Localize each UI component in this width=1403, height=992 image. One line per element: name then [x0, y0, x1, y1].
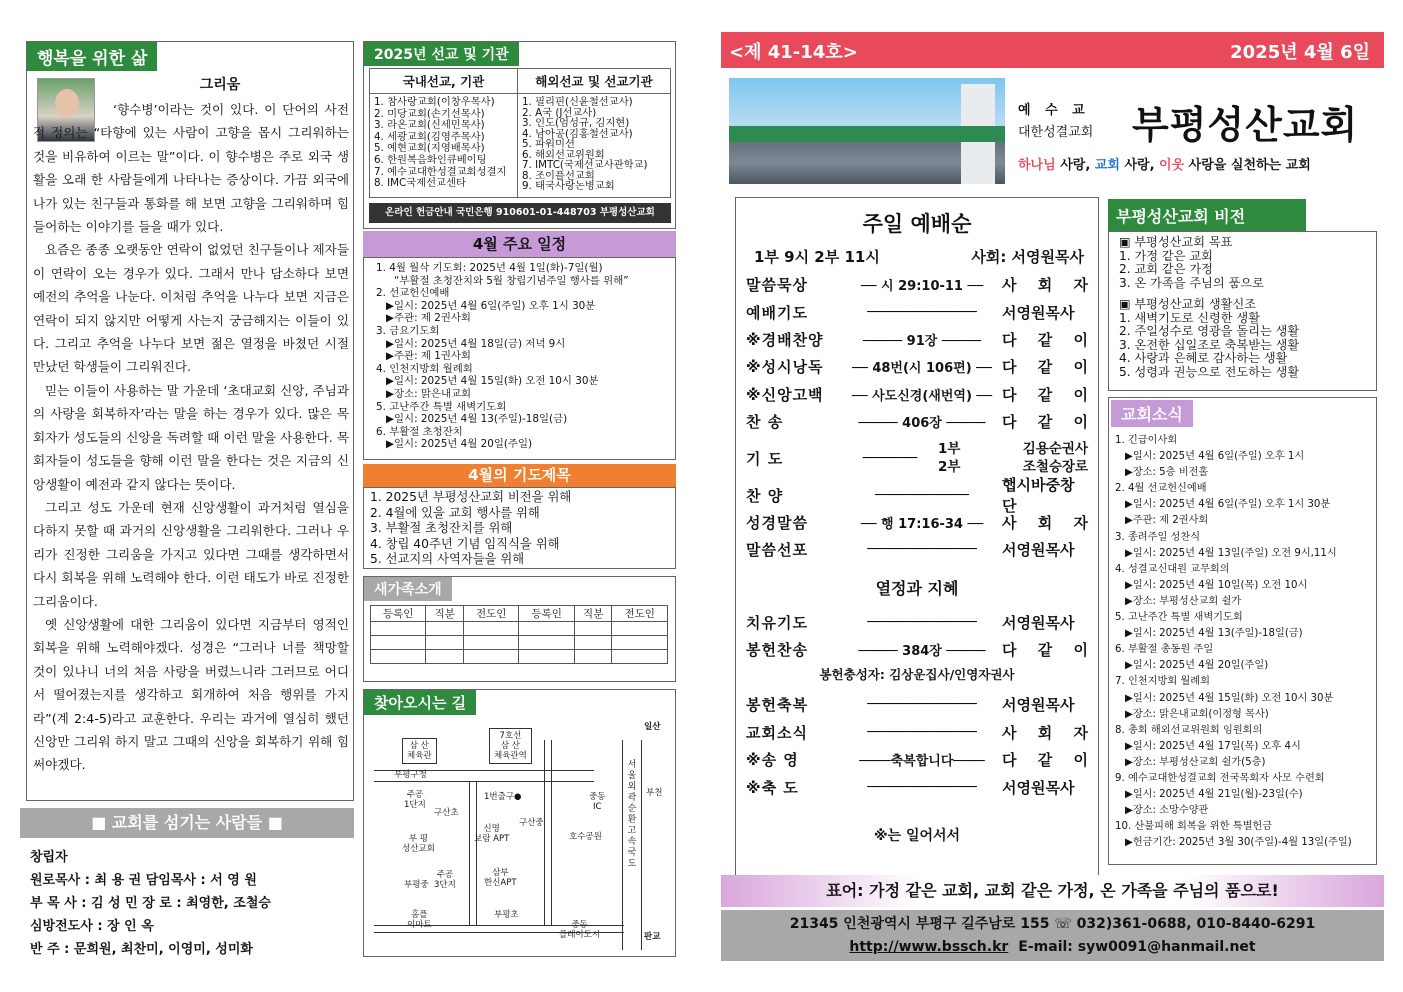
worship-host: 사회: 서영원목사 — [971, 248, 1084, 266]
worship-order-row — [746, 509, 1088, 536]
vision-goal-title-label: 부평성산교회 목표 — [1134, 235, 1233, 249]
worship-order-leader: 서영원목사 — [1002, 696, 1075, 715]
worship-order-row — [746, 381, 1088, 408]
servers-header: ■ 교회를 섬기는 사람들 ■ — [20, 808, 354, 838]
worship-order-row — [746, 326, 1088, 353]
essay-paragraph: 요즘은 종종 오랫동안 연락이 없었던 친구들이나 제자들이 연락이 오는 경우가 있다. 그래서 만나 담소하다 보면 예전의 추억을 나눈다. 이처럼 추억을 나누다 보면 지금은 연락이 되지 않지만 어떻게 사는지 궁금해지는 이들이 있다. 그리고 추억을 나누다 보면 젊은 열정을 바쳤던 시절 만났던 학생들이 그리워진다. — [33, 242, 349, 375]
worship-order-row — [746, 271, 1088, 298]
worship-order-label: 성경말씀 — [746, 513, 808, 532]
overseas-item: 1. 필리핀(신윤철선교사) — [522, 96, 633, 108]
map-label: 신명 보람 APT — [474, 824, 510, 844]
motto-bar: 표어: 가정 같은 교회, 교회 같은 가정, 온 가족을 주님의 품으로! — [721, 875, 1384, 907]
worship-order-label: ※송 영 — [746, 751, 799, 770]
worship-order-detail: ─────── — [862, 450, 918, 466]
family-col: 전도인 — [612, 606, 668, 622]
worship-order-label: 봉헌찬송 — [746, 641, 808, 660]
prayer-item: 2. 4월에 있을 교회 행사를 위해 — [370, 505, 540, 520]
overseas-item: 6. 해외선교위원회 — [522, 148, 605, 161]
news-tag: 교회소식 — [1111, 400, 1193, 427]
news-line: ▶일시: 2025년 4월 6일(주일) 오후 1시 30분 — [1125, 499, 1331, 511]
essay-paragraph: 옛 신앙생활에 대한 그리움이 있다면 지금부터 영적인 회복을 위해 노력해야겠다. 성경은 “그러나 너를 책망할 것이 있나니 너의 처음 사랑을 버렸느니라 그러므로 어디서 떨어졌는지를 생각하고 회개하여 처음 행위를 가지라”(계 2:4-5)라고 교훈한다. 우리는 과거에 열심히 했던 신앙만 그리워 하지 말고 그때의 신앙을 회복하기 위해 힘써야겠다. — [33, 616, 349, 773]
essay-box — [26, 41, 354, 801]
domestic-item: 6. 한원복음화인큐베이팅 — [374, 153, 487, 166]
essay-body — [33, 98, 349, 777]
domestic-item: 8. IMC국제선교센타 — [374, 177, 466, 190]
worship-order-leader: 서영원목사 — [1002, 541, 1075, 560]
worship-order-leader: 1부 김용순권사 2부 조철승장로 — [938, 441, 1088, 476]
vision-goal: 1. 가정 같은 교회 — [1119, 248, 1213, 263]
worship-order-leader: 햅시바중창단 — [1002, 476, 1075, 516]
worship-order-detail: ───── 91장 ───── — [863, 333, 981, 349]
domestic-item: 5. 예현교회(지영배목사) — [374, 142, 485, 155]
news-line: ▶일시: 2025년 4월 10일(목) 오전 10시 — [1125, 579, 1308, 591]
overseas-item: 7. IMTC(국제선교사관학교) — [522, 159, 648, 171]
worship-order-row — [746, 536, 1088, 563]
news-line: ▶장소: 맑은내교회(이정형 목사) — [1125, 708, 1269, 720]
schedule-line: 2. 선교헌신예배 — [376, 287, 450, 300]
family-tag: 새가족소개 — [364, 577, 452, 601]
vision-creed: 4. 사랑과 은혜로 감사하는 생활 — [1119, 351, 1288, 365]
news-line: 2. 4월 선교헌신예배 — [1115, 483, 1207, 495]
news-line: ▶헌금기간: 2025년 3월 30(주일)-4월 13일(주일) — [1125, 837, 1352, 849]
worship-order-detail: ────────────── — [867, 724, 977, 740]
schedule-line: ▶주관: 제 1권사회 — [386, 350, 471, 363]
map-label: 구산초 — [434, 808, 459, 818]
map-box — [363, 689, 676, 957]
worship-order-label: 예배기도 — [746, 303, 808, 322]
vision-goal-title: ▣ 부평성산교회 목표 — [1119, 235, 1233, 249]
schedule-line: ▶장소: 맑은내교회 — [386, 387, 472, 400]
worship-order-detail: ────────────── — [867, 542, 977, 558]
vision-box — [1108, 231, 1377, 391]
servers-line: 반 주 : 문희원, 최찬미, 이영미, 성미화 — [30, 942, 253, 957]
worship-order-leader: 서영원목사 — [1002, 778, 1075, 797]
vision-goal: 3. 온 가족을 주님의 품으로 — [1119, 275, 1264, 290]
vision-creed: 5. 성령과 권능으로 전도하는 생활 — [1119, 364, 1300, 379]
map-label: 중동 IC — [589, 792, 606, 812]
prayer-header: 4월의 기도제목 — [363, 464, 676, 487]
worship-times: 1부 9시 2부 11시 — [754, 248, 880, 266]
map-label: 부천 — [646, 788, 663, 798]
schedule-header: 4월 주요 일정 — [363, 231, 676, 257]
schedule-line: ▶일시: 2025년 4월 6일(주일) 오후 1시 30분 — [386, 299, 596, 312]
overseas-header: 해외선교 및 선교기관 — [518, 69, 670, 94]
family-col: 전도인 — [464, 606, 519, 622]
church-photo — [729, 78, 1005, 184]
domestic-item: 3. 라온교회(신세민목사) — [374, 119, 485, 132]
schedule-line: “부활절 초청잔치와 5월 창립기념주일 행사를 위해” — [394, 274, 629, 287]
map-label: 서울외곽순환고속국도 — [627, 760, 637, 869]
news-line: ▶일시: 2025년 4월 13(주일)-18일(금) — [1125, 628, 1303, 640]
worship-order-row — [746, 408, 1088, 435]
slogan-part: 이웃 — [1159, 158, 1185, 173]
news-line: ▶일시: 2025년 4월 20일(주일) — [1125, 660, 1269, 672]
prayer-item: 1. 2025년 부평성산교회 비전을 위해 — [370, 490, 572, 504]
worship-order-label: 찬 송 — [746, 413, 784, 432]
standing-note: ※는 일어서서 — [873, 827, 961, 844]
worship-order-label: ※성시낭독 — [746, 358, 824, 377]
overseas-item: 3. 인도(엄성규, 김지현) — [522, 117, 630, 129]
worship-order-detail: ── 사도신경(새번역) ── — [851, 388, 993, 404]
map-label: 부평초 — [494, 910, 519, 920]
schedule-line: 1. 4월 월삭 기도회: 2025년 4월 1일(화)-7일(월) — [376, 262, 603, 274]
worship-order-leader: 서영원목사 — [1002, 303, 1075, 322]
schedule-box — [363, 257, 676, 460]
map-tag: 찾아오시는 길 — [364, 690, 476, 715]
map-label: 주공 1단지 — [404, 790, 426, 810]
worship-order-row — [746, 719, 1088, 746]
schedule-line: 4. 인천지방회 월례회 — [376, 362, 473, 375]
website-link[interactable]: http://www.bssch.kr — [849, 939, 1009, 955]
news-line: 1. 긴급이사회 — [1115, 435, 1178, 446]
domestic-header: 국내선교, 기관 — [370, 69, 517, 94]
worship-order-detail: ── 48번(시 106편) ── — [852, 361, 992, 377]
worship-order-label: ※경배찬양 — [746, 330, 824, 349]
servers-list — [30, 846, 360, 961]
news-box — [1108, 397, 1377, 865]
news-line: ▶일시: 2025년 4월 13일(주일) 오전 9시,11시 — [1125, 547, 1337, 559]
map-label: 구산중 — [519, 818, 544, 828]
servers-line: 심방전도사 : 장 인 옥 — [30, 919, 154, 934]
worship-order-detail: ──────────── — [875, 487, 969, 503]
essay-paragraph: ‘향수병’이라는 것이 있다. 이 단어의 사전적 정의는 “타향에 있는 사람이 고향을 몹시 그리워하는 것을 비유하여 이르는 말”이다. 이 향수병은 주로 외국 생활을 오래 한 사람들에게 나타나는 증상이다. 가끔 외국에 나가 있는 친구들과 통화를 해 보면 고향을 그리워하며 힘들어하는 이야기를 들을 때가 있다. — [33, 102, 349, 235]
offering-account: 온라인 헌금안내 국민은행 910601-01-448703 부평성산교회 — [369, 203, 671, 223]
footer-bar — [721, 910, 1384, 961]
vision-tag: 부평성산교회 비전 — [1108, 199, 1306, 231]
worship-order-detail: ───── 406장 ───── — [858, 416, 986, 432]
domestic-item: 1. 참사랑교회(이창우목사) — [374, 96, 495, 108]
schedule-line: ▶주관: 제 2권사회 — [386, 312, 471, 325]
worship-order-label: 말씀묵상 — [746, 276, 808, 295]
worship-order-row — [746, 298, 1088, 325]
family-col: 직분 — [574, 606, 612, 622]
church-slogan — [1018, 154, 1311, 173]
news-line: ▶일시: 2025년 4월 15일(화) 오전 10시 30분 — [1125, 692, 1334, 704]
schedule-line: 3. 금요기도회 — [376, 324, 440, 337]
worship-order-row — [746, 609, 1088, 636]
family-box — [363, 576, 676, 682]
worship-order-row — [746, 773, 1088, 800]
worship-order-row — [746, 476, 1088, 516]
prayer-box — [363, 487, 676, 569]
worship-order-leader: 다 같 이 — [1002, 413, 1088, 432]
domestic-item: 4. 세광교회(김영주목사) — [374, 130, 485, 143]
essay-title: 그리움 — [199, 77, 241, 93]
vision-creed: 1. 새벽기도로 신령한 생활 — [1119, 310, 1260, 325]
worship-order-leader: 다 같 이 — [1002, 751, 1088, 770]
worship-order-leader: 다 같 이 — [1002, 358, 1088, 377]
church-name: 부평성산교회 — [1132, 103, 1359, 147]
slogan-part: 사랑을 실천하는 교회 — [1184, 158, 1311, 173]
news-line: ▶주관: 제 2권사회 — [1125, 515, 1209, 527]
news-line: 9. 예수교대한성결교회 전국목회자 사모 수련회 — [1115, 772, 1325, 784]
news-line: 8. 총회 해외선교위원회 임원회의 — [1115, 724, 1263, 736]
worship-order-row — [746, 746, 1088, 773]
worship-order-label: ※축 도 — [746, 778, 799, 797]
overseas-item: 4. 남아공(김홍철선교사) — [522, 127, 633, 140]
vision-creed: 3. 온전한 십일조로 축복받는 생활 — [1119, 337, 1300, 352]
map-label: 삼 산 체육관 — [402, 738, 437, 764]
slogan-part: 교회 — [1094, 158, 1120, 173]
news-line: 5. 고난주간 특별 새벽기도회 — [1115, 612, 1243, 624]
essay-paragraph: 그리고 성도 가운데 현재 신앙생활이 과거처럼 열심을 다하지 못할 때 과거의 신앙생활을 그리워한다. 그러나 우리가 진정한 그리움을 가지고 있다면 그때를 생각하면서 다시 회복을 위해 노력해야 한다. 이런 태도가 바로 진정한 그리움이다. — [33, 499, 349, 609]
issue-banner — [721, 32, 1384, 68]
news-line: ▶장소: 부평성산교회 쉴가(5층) — [1125, 756, 1266, 768]
worship-order-label: 교회소식 — [746, 723, 808, 742]
domestic-item: 7. 예수교대한성결교회성결지 — [374, 165, 507, 178]
domestic-item: 2. 미당교회(손기선목사) — [374, 107, 485, 120]
slogan-part: 사랑, — [1119, 158, 1160, 173]
essay-paragraph: 믿는 이들이 사용하는 말 가운데 ‘초대교회 신앙, 주님과의 사랑을 회복하자’라는 말을 하는 경우가 있다. 많은 목회자가 성도들의 신앙을 독려할 때 이런 말을 사용한다. 목회자들이 성도들을 향해 이런 말을 한다는 것은 지금의 신앙생활이 예전과 같지 않다는 뜻이다. — [33, 382, 349, 492]
prayer-item: 3. 부활절 초청잔치를 위해 — [370, 521, 513, 536]
worship-order-detail: ────축복합니다──── — [859, 754, 985, 770]
worship-order-detail: ────────────── — [867, 614, 977, 630]
family-table — [370, 605, 668, 664]
vision-creed-title-label: 부평성산교회 생활신조 — [1134, 297, 1256, 311]
worship-order-detail: ── 시 29:10-11 ── — [860, 279, 984, 295]
slogan-part: 사랑, — [1055, 158, 1095, 173]
worship-order-leader: 사 회 자 — [1002, 276, 1088, 295]
vision-goal: 2. 교회 같은 가정 — [1119, 262, 1213, 276]
worship-order-label: 말씀선포 — [746, 541, 808, 560]
map-label: 주공 3단지 — [434, 870, 456, 890]
vision-creed: 2. 주일성수로 영광을 돌리는 생활 — [1119, 324, 1300, 338]
news-line: ▶장소: 부평성산교회 쉴가 — [1125, 595, 1242, 607]
servers-line: 부 목 사 : 김 성 민 장 로 : 최영한, 조철승 — [30, 896, 271, 911]
worship-order-detail: ────────────── — [867, 697, 977, 713]
news-line: ▶일시: 2025년 4월 21일(월)-23일(수) — [1125, 789, 1303, 801]
schedule-line: ▶일시: 2025년 4월 13(주일)-18일(금) — [386, 413, 568, 426]
worship-order-leader: 다 같 이 — [1002, 385, 1088, 404]
news-line: 6. 부활절 총동원 주일 — [1115, 644, 1214, 656]
news-line: 4. 성결교신대원 교무회의 — [1115, 563, 1230, 575]
news-line: 10. 산불피해 회복을 위한 특별헌금 — [1115, 821, 1273, 833]
family-col: 직분 — [426, 606, 464, 622]
worship-title: 주일 예배순 — [862, 212, 972, 236]
worship-order-label: ※신앙고백 — [746, 385, 824, 404]
worship-order-row — [746, 353, 1088, 380]
worship-order-row — [746, 636, 1088, 663]
worship-order-leader: 서영원목사 — [1002, 613, 1075, 632]
worship-box — [735, 197, 1099, 877]
prayer-item: 5. 선교지의 사역자들을 위해 — [370, 552, 525, 567]
map-label: 부 평 성산교회 — [402, 834, 435, 854]
denomination-line1: 예 수 교 — [1018, 103, 1090, 118]
worship-order-leader: 다 같 이 — [1002, 641, 1088, 660]
vision-creed-title: ▣ 부평성산교회 생활신조 — [1119, 297, 1256, 311]
news-line: ▶일시: 2025년 4월 17일(목) 오후 4시 — [1125, 740, 1301, 752]
schedule-line: 6. 부활절 초청잔치 — [376, 425, 463, 438]
map-label: 삼부 한신APT — [484, 868, 517, 888]
mission-tag: 2025년 선교 및 기관 — [364, 42, 519, 66]
news-line: 7. 인천지방회 월례회 — [1115, 676, 1210, 688]
worship-order-label: 찬 양 — [746, 486, 784, 505]
sermon-title: 열정과 지혜 — [875, 578, 959, 598]
denomination-line2: 대한성결교회 — [1018, 125, 1094, 140]
map-label: 부평중 — [404, 880, 429, 890]
map-label: 호수공원 — [569, 832, 602, 842]
worship-order-label: 봉헌축복 — [746, 696, 808, 715]
schedule-line: ▶일시: 2025년 4월 18일(금) 저녁 9시 — [386, 337, 566, 350]
map-label: 1번출구● — [484, 792, 522, 802]
worship-order-row — [746, 691, 1088, 718]
overseas-item: 2. A국 (J선교사) — [522, 106, 597, 119]
overseas-item: 8. 조이플선교회 — [522, 169, 595, 182]
schedule-line: ▶일시: 2025년 4월 15일(화) 오전 10시 30분 — [386, 375, 599, 388]
news-line: ▶장소: 5층 비전홀 — [1125, 467, 1209, 479]
worship-order-leader: 다 같 이 — [1002, 330, 1088, 349]
map-label: 홈플 이마트 — [407, 910, 432, 930]
worship-order-label: 기 도 — [746, 449, 784, 468]
schedule-line: ▶일시: 2025년 4월 20일(주일) — [386, 438, 533, 451]
offering-singers: 봉헌충성자: 김상운집사/인영자권사 — [819, 667, 1015, 683]
map-label: 부평구청 — [394, 770, 427, 780]
worship-order-label: 치유기도 — [746, 613, 808, 632]
map-label: 판교 — [644, 932, 661, 942]
schedule-line: 5. 고난주간 특별 새벽기도회 — [376, 400, 507, 413]
map-label: 중동 플레이도시 — [559, 920, 601, 940]
worship-order-detail: ────────────── — [867, 304, 977, 320]
worship-order-leader: 사 회 자 — [1002, 723, 1088, 742]
prayer-item: 4. 창립 40주년 기념 임직식을 위해 — [370, 536, 560, 551]
issue-number: <제 41-14호> — [729, 42, 858, 63]
mission-box — [363, 41, 676, 229]
worship-order-detail: ────────────── — [867, 779, 977, 795]
map-label: 일산 — [644, 722, 661, 732]
news-line: 3. 종려주일 성찬식 — [1115, 531, 1201, 543]
overseas-item: 9. 태국사랑논병교회 — [522, 180, 615, 192]
worship-order-leader: 사 회 자 — [1002, 513, 1088, 532]
news-line: ▶장소: 소망수양관 — [1125, 805, 1209, 817]
essay-tag: 행복을 위한 삶 — [27, 42, 157, 71]
address: 21345 인천광역시 부평구 길주남로 155 ☏ 032)361-0688, 010-8440-6291 — [789, 916, 1316, 932]
slogan-part: 하나님 — [1018, 158, 1056, 173]
servers-line: 원로목사 : 최 용 권 담임목사 : 서 영 원 — [30, 873, 257, 888]
worship-order-detail: ── 행 17:16-34 ── — [860, 516, 984, 532]
family-col: 등록인 — [519, 606, 574, 622]
map-label: 7호선 삼 산 체육관역 — [489, 728, 532, 764]
news-line: ▶일시: 2025년 4월 6일(주일) 오후 1시 — [1125, 451, 1305, 463]
email[interactable]: E-mail: syw0091@hanmail.net — [1018, 939, 1256, 955]
issue-date: 2025년 4월 6일 — [1230, 42, 1370, 63]
worship-order-detail: ───── 384장 ───── — [858, 644, 986, 660]
family-col: 등록인 — [371, 606, 426, 622]
servers-line: 창립자 — [30, 850, 68, 865]
directions-map — [374, 720, 670, 952]
overseas-item: 5. 파워미션 — [522, 138, 575, 150]
